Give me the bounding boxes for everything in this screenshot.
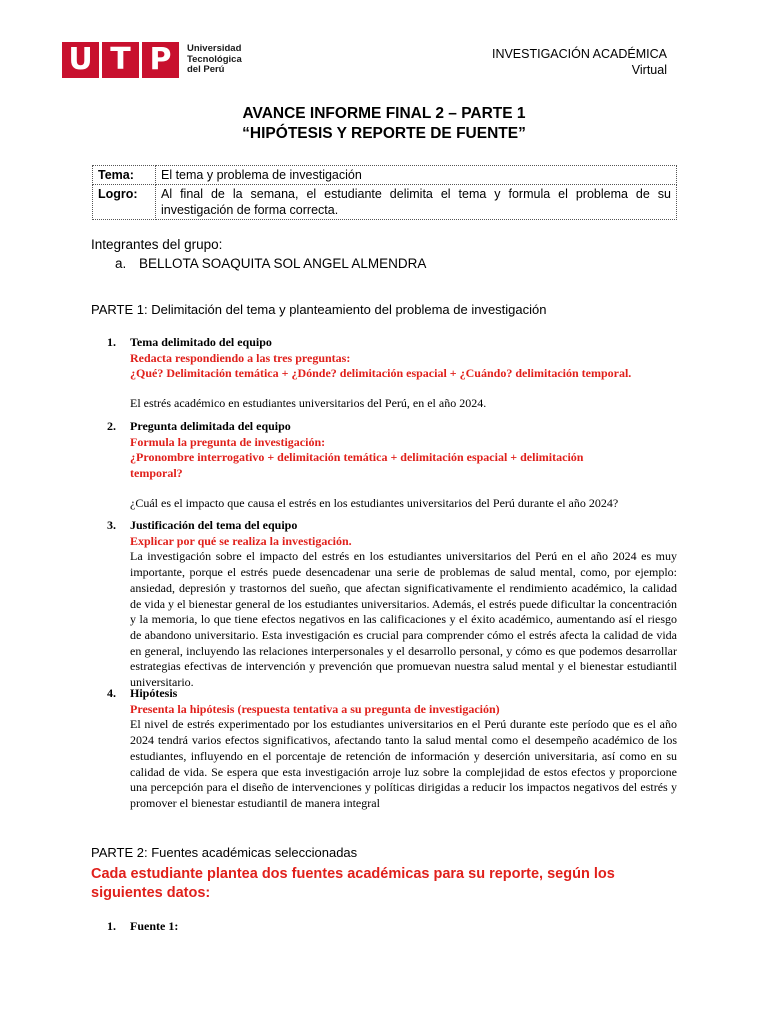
section-number: 4. xyxy=(107,686,116,700)
members-label: Integrantes del grupo: xyxy=(91,237,223,252)
section-instruction: Explicar por qué se realiza la investigación. xyxy=(130,533,352,548)
section-answer: ¿Cuál es el impacto que causa el estrés en los estudiantes universitarios del Perú durante el año 2024? xyxy=(130,495,619,510)
document-title: AVANCE INFORME FINAL 2 – PARTE 1 xyxy=(242,105,526,122)
section-answer: El estrés académico en estudiantes universitarios del Perú, en el año 2024. xyxy=(130,396,487,411)
course-modality: Virtual xyxy=(631,63,667,77)
section-instruction-detail: ¿Pronombre interrogativo + delimitación temática + delimitación espacial + delimitación temporal? xyxy=(130,450,584,481)
part2-instruction: Cada estudiante plantea dos fuentes académicas para su reporte, según los siguientes datos: xyxy=(91,866,615,901)
section-2 xyxy=(107,419,677,512)
part2-heading: PARTE 2: Fuentes académicas seleccionadas xyxy=(91,845,358,860)
section-4 xyxy=(107,686,677,812)
course-name: INVESTIGACIÓN ACADÉMICA xyxy=(491,47,667,61)
section-answer: La investigación sobre el impacto del estrés en los estudiantes universitarios del Perú en el año 2024 es muy importante, porque el estrés puede desencadenar una serie de problemas de salud mental, como, por ejemplo: ansiedad, depresión y trastornos del sueño, que afectan significativamente el rendimiento académico, la calidad de vida y el bienestar general de los estudiantes universitarios. Además, el estrés puede dificultar la concentración y la memoria, lo que tiene efectos negativos en las calificaciones y el éxito académico, aumentando así el riesgo de abandono universitario. Esta investigación es crucial para comprender cómo el estrés afecta la calidad de vida en general, incluyendo las relaciones interpersonales y el desarrollo personal, y cómo es que podemos desarrollar estrategias efectivas de intervención y prevención que promuevan nuestra salud mental y el bienestar estudiantil universitario. xyxy=(130,549,677,690)
tema-label: Tema: xyxy=(93,166,156,185)
meta-table xyxy=(92,165,677,220)
logro-label: Logro: xyxy=(93,185,156,220)
member-item xyxy=(115,256,426,271)
table-row xyxy=(93,166,677,185)
logro-value: Al final de la semana, el estudiante delimita el tema y formula el problema de su investigación de forma correcta. xyxy=(156,185,677,220)
section-title: Justificación del tema del equipo xyxy=(130,518,298,532)
course-header xyxy=(492,46,667,78)
document-subtitle: “HIPÓTESIS Y REPORTE DE FUENTE” xyxy=(242,125,526,142)
section-title: Pregunta delimitada del equipo xyxy=(130,419,291,433)
logo-letter-p: P xyxy=(142,42,179,78)
section-title: Tema delimitado del equipo xyxy=(130,335,272,349)
section-number: 3. xyxy=(107,518,116,532)
table-row xyxy=(93,185,677,220)
source-number: 1. xyxy=(107,919,116,933)
source-label: Fuente 1: xyxy=(130,919,179,933)
section-instruction-detail: ¿Qué? Delimitación temática + ¿Dónde? delimitación espacial + ¿Cuándo? delimitación temporal. xyxy=(130,366,632,381)
source-1 xyxy=(107,919,677,935)
section-instruction: Redacta respondiendo a las tres preguntas: xyxy=(130,350,351,365)
tema-value: El tema y problema de investigación xyxy=(156,166,677,185)
section-instruction: Formula la pregunta de investigación: xyxy=(130,434,326,449)
section-number: 2. xyxy=(107,419,116,433)
logo-wordmark: Universidad Tecnológica del Perú xyxy=(187,43,242,76)
logo-letter-u: U xyxy=(62,42,99,78)
member-name: BELLOTA SOAQUITA SOL ANGEL ALMENDRA xyxy=(139,256,427,271)
section-number: 1. xyxy=(107,335,116,349)
section-instruction: Presenta la hipótesis (respuesta tentativa a su pregunta de investigación) xyxy=(130,701,500,716)
section-title: Hipótesis xyxy=(130,686,178,700)
section-3 xyxy=(107,518,677,691)
part1-heading: PARTE 1: Delimitación del tema y planteamiento del problema de investigación xyxy=(91,302,547,317)
member-marker: a. xyxy=(115,256,127,271)
logo-letter-t: T xyxy=(102,42,139,78)
section-answer: El nivel de estrés experimentado por los estudiantes universitarios en el Perú durante este período que es el año 2024 tendrá varios efectos significativos, afectando tanto la salud mental como el desempeño académico de los estudiantes, influyendo en el porcentaje de retención de información y deserción universitaria, así como en su calidad de vida. Se espera que esta investigación arroje luz sobre la complejidad de estos efectos y proporcione una percepción para el diseño de intervenciones y políticas dirigidas a reducir los impactos negativos del estrés y promover el bienestar estudiantil de manera integral xyxy=(130,717,677,810)
utp-logo xyxy=(62,42,242,78)
section-1 xyxy=(107,335,677,412)
